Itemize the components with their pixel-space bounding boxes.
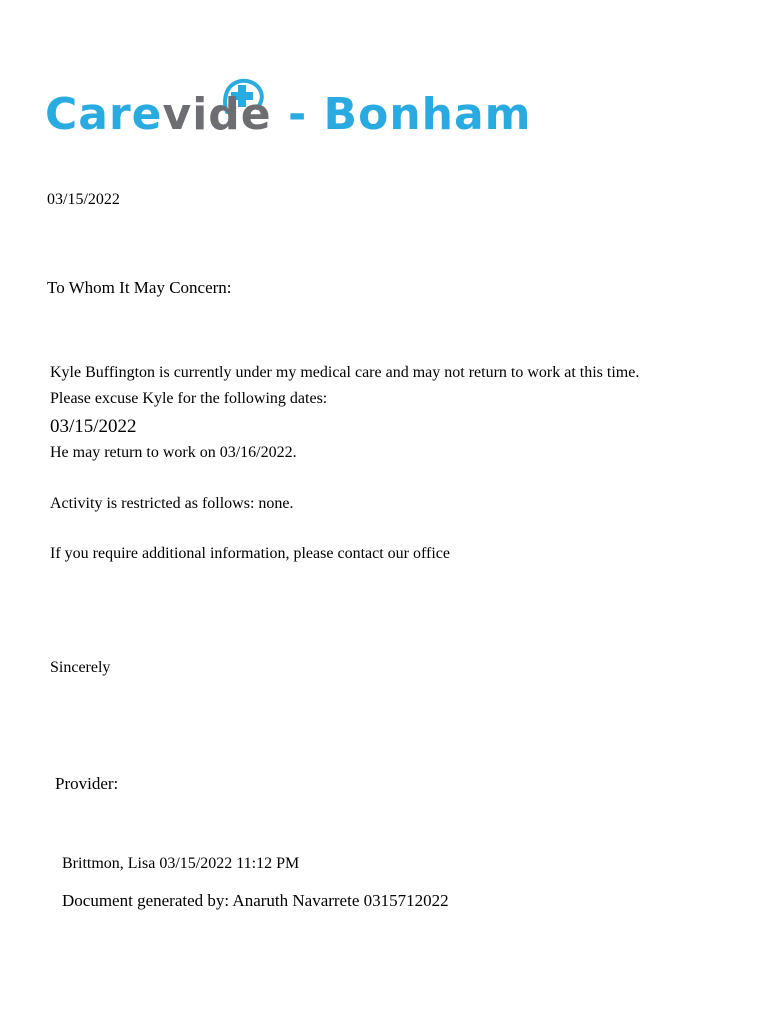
- closing: Sincerely: [50, 659, 111, 676]
- logo-text-vide: vide: [162, 89, 272, 140]
- activity-restrictions: Activity is restricted as follows: none.: [50, 495, 294, 512]
- care-statement: Kyle Buffington is currently under my medical care and may not return to work at this time.: [50, 364, 640, 381]
- logo-separator: -: [271, 89, 324, 140]
- carevide-logo: [45, 78, 615, 140]
- excuse-request: Please excuse Kyle for the following dates:: [50, 390, 328, 407]
- salutation: To Whom It May Concern:: [47, 278, 232, 297]
- return-to-work: He may return to work on 03/16/2022.: [50, 444, 297, 461]
- letter-date: 03/15/2022: [47, 191, 120, 208]
- logo-text-care: Care: [45, 89, 163, 140]
- provider-signature: Brittmon, Lisa 03/15/2022 11:12 PM: [62, 855, 300, 872]
- contact-info: If you require additional information, please contact our office: [50, 545, 450, 562]
- generated-by: Document generated by: Anaruth Navarrete 0315712022: [62, 891, 449, 910]
- logo-wordmark: [45, 90, 532, 140]
- provider-label: Provider:: [55, 774, 119, 793]
- excused-dates: 03/15/2022: [50, 416, 137, 437]
- logo-text-location: Bonham: [323, 89, 532, 140]
